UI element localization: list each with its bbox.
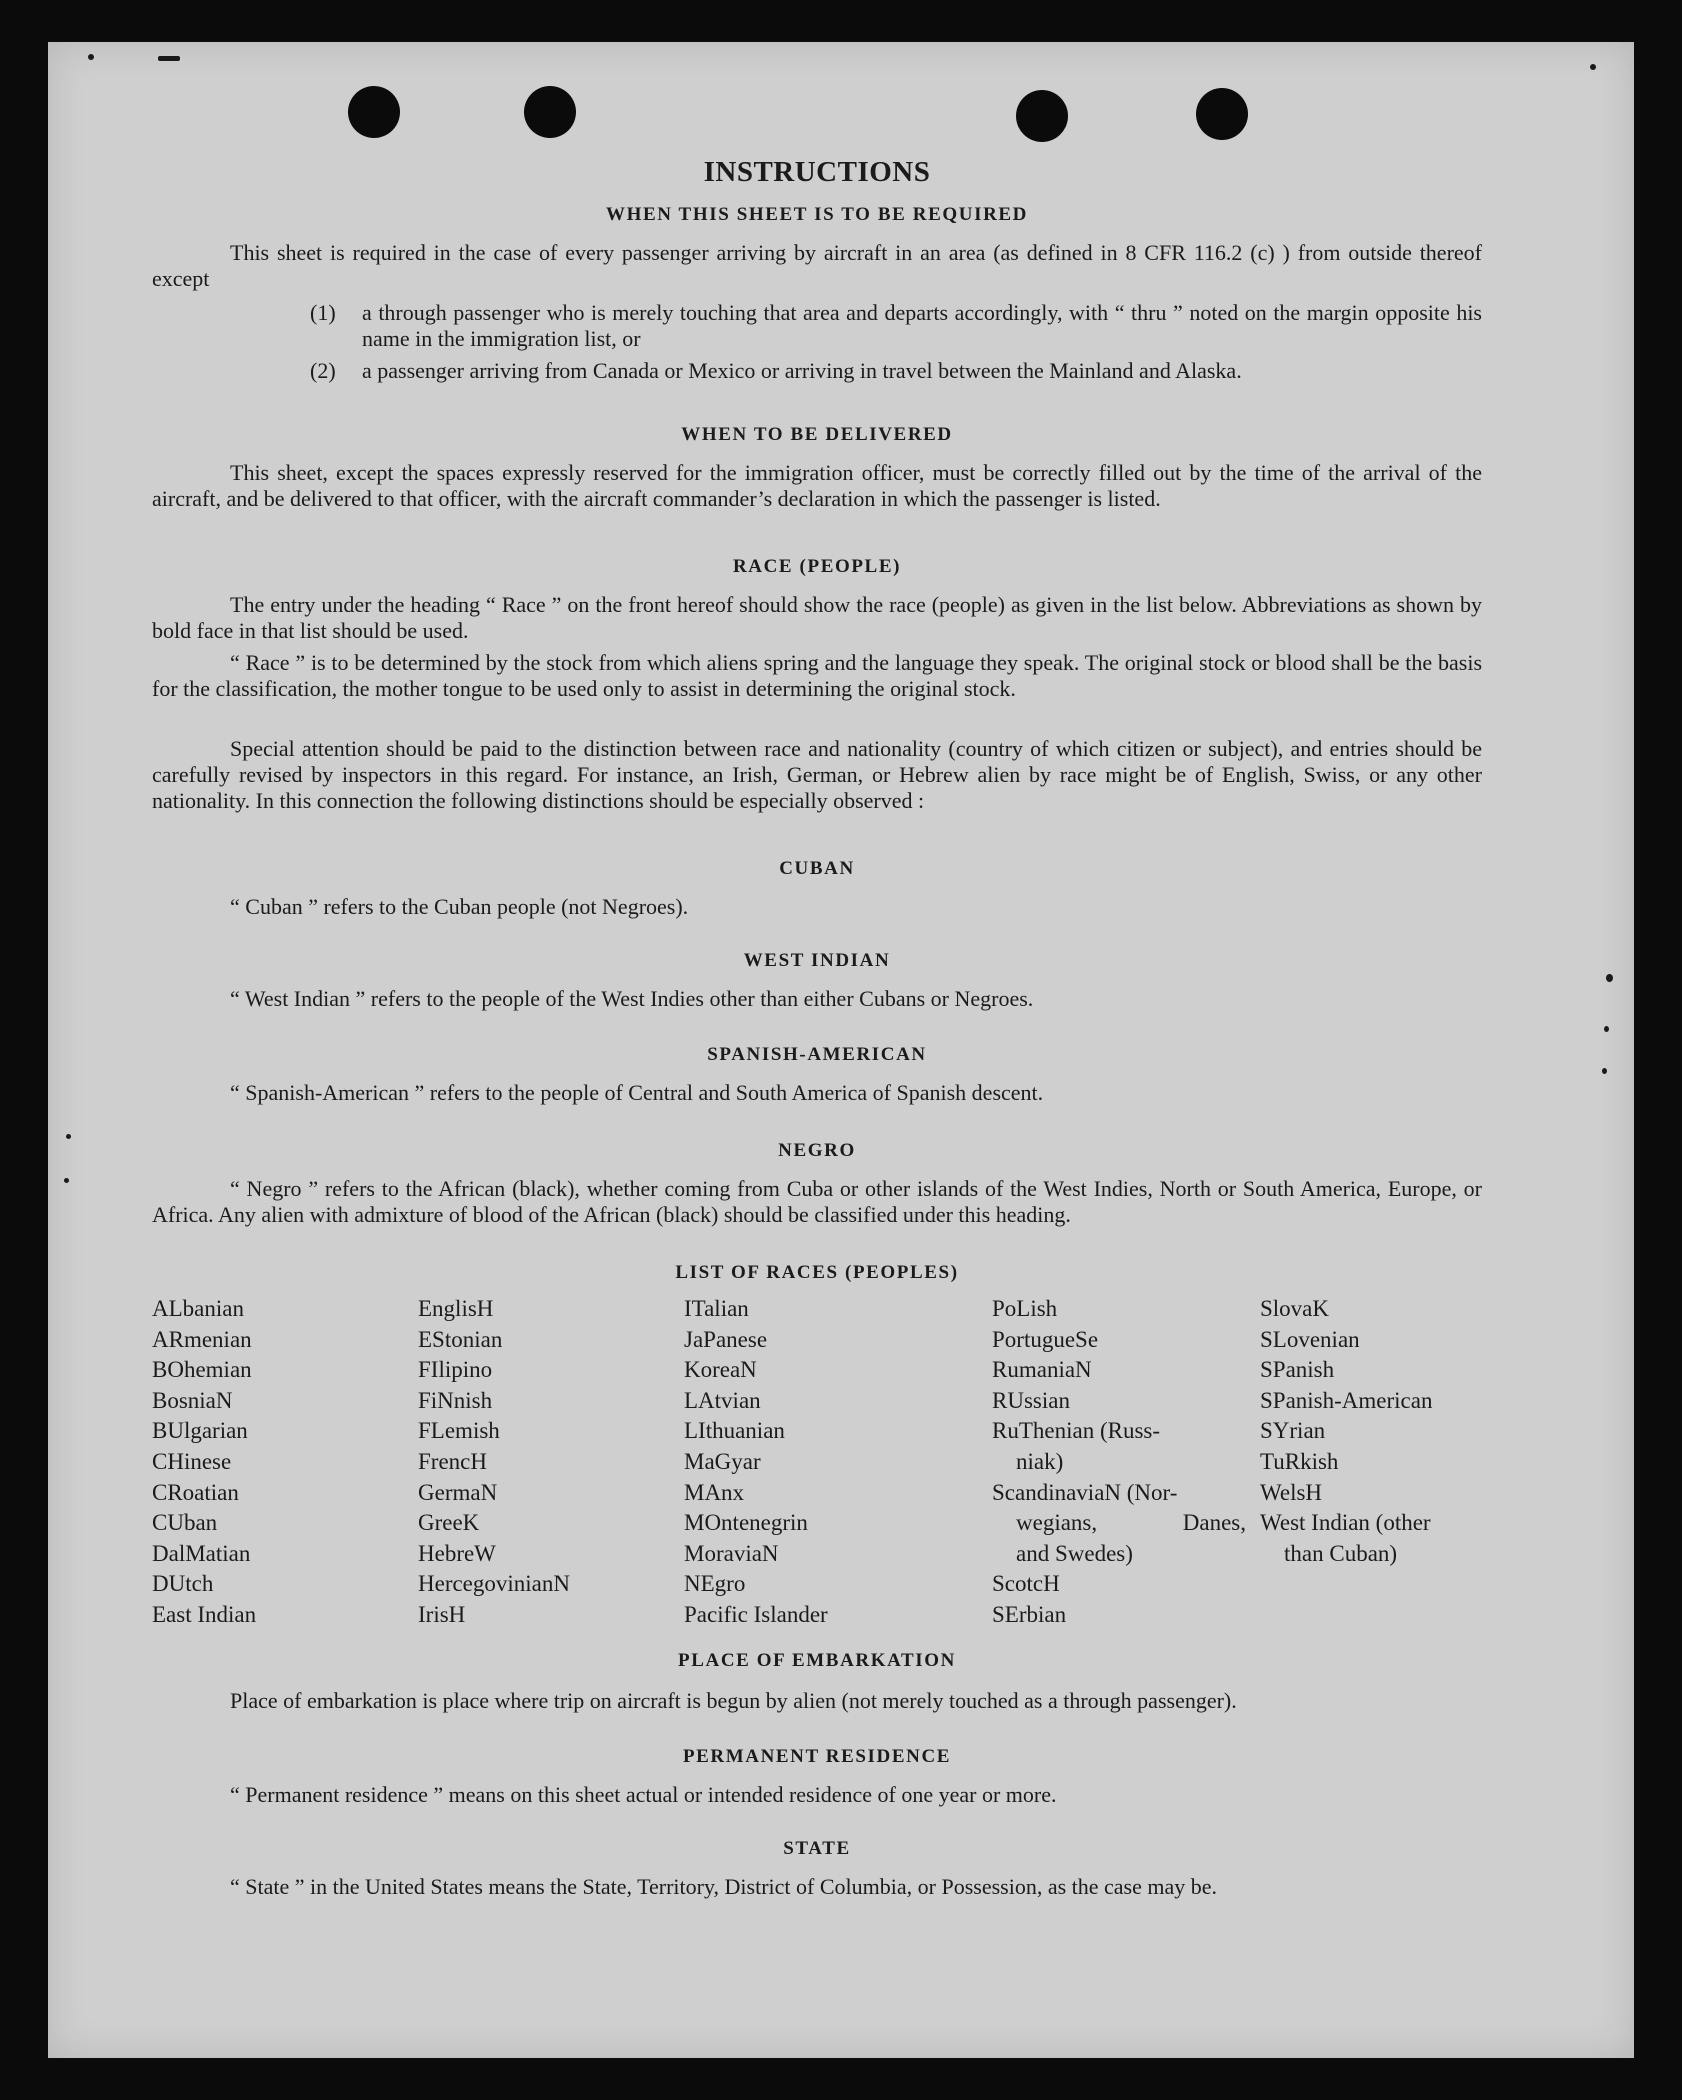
race-entry: GreeK (418, 1510, 480, 1536)
race-entry: KoreaN (684, 1357, 757, 1383)
race-entry: CHinese (152, 1448, 232, 1474)
race-entry: DalMatian (152, 1540, 251, 1566)
heading-cuban: CUBAN (779, 858, 855, 879)
paragraph-cuban: “ Cuban ” refers to the Cuban people (not Negroes). (230, 894, 689, 919)
race-entry: BOhemian (152, 1357, 252, 1383)
race-entry: EnglisH (418, 1296, 494, 1321)
race-entry: BosniaN (152, 1387, 233, 1413)
race-entry-continued: and Swedes) (1016, 1540, 1133, 1566)
scan-speck (1604, 1026, 1609, 1032)
race-entry: BUlgarian (152, 1418, 248, 1444)
scan-speck (88, 54, 94, 60)
punch-hole (1196, 88, 1248, 140)
race-column-5 (1260, 1294, 1432, 1569)
race-entry: SPanish (1260, 1357, 1335, 1383)
race-entry: MOntenegrin (684, 1510, 808, 1536)
race-entry: EStonian (418, 1326, 503, 1352)
scan-speck (66, 1134, 71, 1139)
paragraph-state: “ State ” in the United States means the State, Territory, District of Columbia, or Possession, as the case may be. (230, 1874, 1218, 1899)
race-entry: ITalian (684, 1296, 749, 1321)
paragraph-negro: “ Negro ” refers to the African (black), whether coming from Cuba or other islands of the West Indies, North or South America, Europe, or Africa. Any alien with admixture of blood of the African (black) should be classified under this heading. (152, 1176, 1482, 1227)
race-entry: FrencH (418, 1448, 487, 1474)
paragraph-embarkation: Place of embarkation is place where trip on aircraft is begun by alien (not merely touched as a through passenger). (230, 1688, 1237, 1713)
heading-place-of-embarkation: PLACE OF EMBARKATION (678, 1650, 956, 1671)
race-entry: East Indian (152, 1601, 257, 1627)
race-entry: ScotcH (992, 1571, 1060, 1597)
race-column-3 (684, 1294, 828, 1631)
scan-speck (64, 1178, 69, 1183)
paragraph-spanish-american: “ Spanish-American ” refers to the people of Central and South America of Spanish descent. (230, 1080, 1044, 1105)
scan-speck (1590, 64, 1596, 70)
race-column-2 (418, 1294, 570, 1631)
paragraph-race-3: Special attention should be paid to the distinction between race and nationality (country of which citizen or subject), and entries should be carefully revised by inspectors in this regard. For instance, an Irish, German, or Hebrew alien by race might be of English, Swiss, or any other nationality. In this connection the following distinctions should be especially observed : (152, 736, 1482, 813)
race-entry: TuRkish (1260, 1448, 1339, 1474)
punch-hole (1016, 90, 1068, 142)
race-entry: MaGyar (684, 1448, 761, 1474)
race-entry: RUssian (992, 1387, 1070, 1413)
paragraph-west-indian: “ West Indian ” refers to the people of the West Indies other than either Cubans or Negroes. (230, 986, 1034, 1011)
race-entry: ScandinaviaN (Nor- (992, 1479, 1178, 1505)
race-entry: WelsH (1260, 1479, 1323, 1505)
race-entry: MoraviaN (684, 1540, 779, 1566)
race-entry: MAnx (684, 1479, 745, 1505)
race-entry: SPanish-American (1260, 1387, 1433, 1413)
heading-negro: NEGRO (778, 1140, 856, 1161)
race-entry: Pacific Islander (684, 1601, 828, 1627)
scan-speck (1606, 974, 1613, 982)
race-entry: GermaN (418, 1479, 498, 1505)
race-entry: West Indian (other (1260, 1510, 1431, 1536)
race-entry: FiNnish (418, 1387, 493, 1413)
race-entry: SYrian (1260, 1418, 1326, 1444)
page-title: INSTRUCTIONS (703, 156, 931, 188)
heading-race: RACE (PEOPLE) (732, 556, 902, 577)
race-entry: ARmenian (152, 1326, 252, 1352)
paragraph-when-required: This sheet is required in the case of every passenger arriving by aircraft in an area (as defined in 8 CFR 116.2 (c) ) from outside thereof except (152, 240, 1482, 291)
race-entry: HercegovinianN (418, 1571, 570, 1597)
paragraph-when-delivered: This sheet, except the spaces expressly reserved for the immigration officer, must be correctly filled out by the time of the arrival of the aircraft, and be delivered to that officer, with the aircraft commander’s declaration in which the passenger is listed. (152, 460, 1482, 511)
race-entry: FLemish (418, 1418, 500, 1444)
race-column-1 (152, 1294, 256, 1631)
race-entry: LIthuanian (684, 1418, 785, 1444)
heading-permanent-residence: PERMANENT RESIDENCE (682, 1746, 952, 1767)
race-entry: DUtch (152, 1571, 214, 1597)
race-entry-continued: niak) (1016, 1448, 1064, 1474)
scan-speck (158, 56, 180, 61)
race-entry: IrisH (418, 1601, 466, 1627)
race-column-4 (992, 1294, 1246, 1631)
race-entry: CUban (152, 1510, 218, 1536)
race-entry-continued (992, 1508, 1246, 1539)
list-item (310, 358, 1482, 384)
punch-hole (524, 86, 576, 138)
race-entry: PortugueSe (992, 1326, 1099, 1352)
race-entry: NEgro (684, 1571, 746, 1597)
race-entry: JaPanese (684, 1326, 768, 1352)
race-entry-continued: than Cuban) (1284, 1540, 1398, 1566)
race-entry: ALbanian (152, 1296, 244, 1321)
item-number: (2) (310, 358, 336, 383)
race-entry: FIlipino (418, 1357, 493, 1383)
race-entry: CRoatian (152, 1479, 239, 1505)
list-item (310, 300, 1482, 352)
item-text: a passenger arriving from Canada or Mexico or arriving in travel between the Mainland and Alaska. (362, 358, 1242, 383)
heading-spanish-american: SPANISH-AMERICAN (707, 1044, 927, 1065)
paragraph-race-2: “ Race ” is to be determined by the stock from which aliens spring and the language they speak. The original stock or blood shall be the basis for the classification, the mother tongue to be used only to assist in determining the original stock. (152, 650, 1482, 701)
item-number: (1) (310, 300, 336, 325)
race-entry: RumaniaN (992, 1357, 1092, 1383)
race-entry: PoLish (992, 1296, 1058, 1321)
race-entry-continued-text: wegians, Danes, (1016, 1510, 1246, 1536)
item-text: a through passenger who is merely touching that area and departs accordingly, with “ thru ” noted on the margin opposite his name in the immigration list, or (362, 300, 1482, 351)
heading-when-required: WHEN THIS SHEET IS TO BE REQUIRED (605, 204, 1029, 225)
heading-west-indian: WEST INDIAN (743, 950, 891, 971)
paragraph-race-1: The entry under the heading “ Race ” on the front hereof should show the race (people) as given in the list below. Abbreviations as shown by bold face in that list should be used. (152, 592, 1482, 643)
heading-when-delivered: WHEN TO BE DELIVERED (681, 424, 953, 445)
race-entry: SErbian (992, 1601, 1067, 1627)
heading-state: STATE (783, 1838, 851, 1859)
race-entry: SlovaK (1260, 1296, 1329, 1321)
paragraph-residence: “ Permanent residence ” means on this sheet actual or intended residence of one year or more. (230, 1782, 1057, 1807)
scan-speck (1602, 1068, 1607, 1074)
race-entry: LAtvian (684, 1387, 761, 1413)
race-entry: RuThenian (Russ- (992, 1418, 1161, 1444)
race-entry: HebreW (418, 1540, 496, 1566)
punch-hole (348, 86, 400, 138)
heading-list-of-races: LIST OF RACES (PEOPLES) (675, 1262, 959, 1283)
race-entry: SLovenian (1260, 1326, 1360, 1352)
